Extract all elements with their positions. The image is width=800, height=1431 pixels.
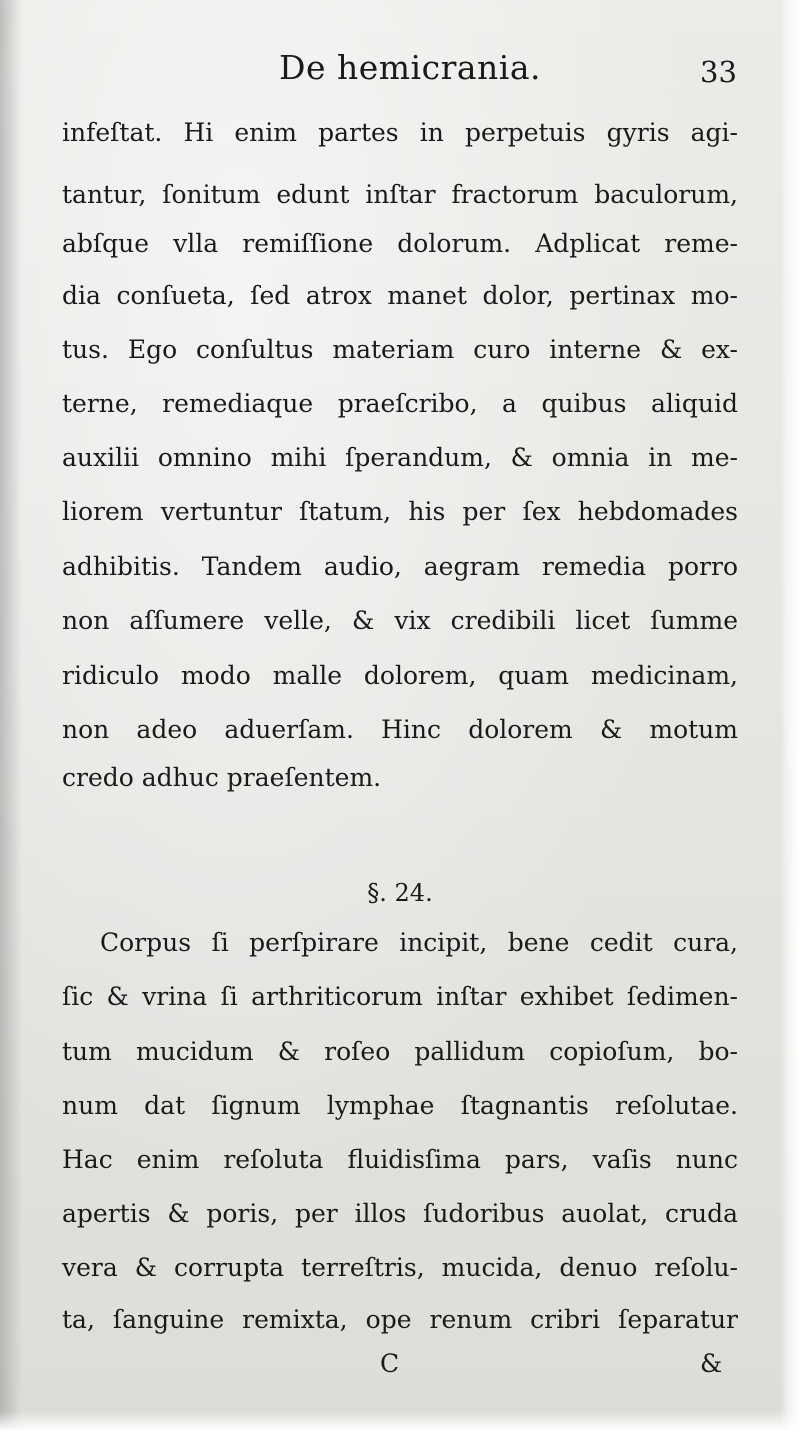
page-edge-bottom <box>0 1411 800 1431</box>
text-line: non aſſumere velle, & vix credibili licet ſumme <box>62 606 738 635</box>
text-line: ſic & vrina ſi arthriticorum inſtar exhibet ſedimen- <box>62 982 738 1011</box>
signature-mark: C <box>380 1349 400 1378</box>
text-line: num dat ſignum lymphae ſtagnantis reſolutae. <box>62 1091 738 1120</box>
text-line: adhibitis. Tandem audio, aegram remedia porro <box>62 552 738 581</box>
text-line: tantur, ſonitum edunt inſtar fractorum baculorum, <box>62 180 738 209</box>
text-line: abſque vlla remiſſione dolorum. Adplicat reme- <box>62 229 738 258</box>
page-edge-right <box>780 0 800 1431</box>
text-line: Hac enim reſoluta fluidisſima pars, vaſis nunc <box>62 1145 738 1174</box>
text-line: apertis & poris, per illos ſudoribus auolat, cruda <box>62 1199 738 1228</box>
text-line: auxilii omnino mihi ſperandum, & omnia in me- <box>62 443 738 472</box>
text-line: ridiculo modo malle dolorem, quam medicinam, <box>62 661 738 690</box>
text-line: credo adhuc praeſentem. <box>62 763 382 792</box>
text-line: tus. Ego conſultus materiam curo interne & ex- <box>62 335 738 364</box>
page-number: 33 <box>700 55 737 89</box>
text-line: infeſtat. Hi enim partes in perpetuis gyris agi- <box>62 118 738 147</box>
text-line: non adeo aduerſam. Hinc dolorem & motum <box>62 715 738 744</box>
text-line: tum mucidum & roſeo pallidum copioſum, bo- <box>62 1037 738 1066</box>
text-line: dia conſueta, ſed atrox manet dolor, pertinax mo- <box>62 281 738 310</box>
gutter-shadow <box>0 0 22 1431</box>
section-heading: §. 24. <box>367 879 433 907</box>
text-line: ta, ſanguine remixta, ope renum cribri ſeparatur <box>62 1305 738 1334</box>
text-line: liorem vertuntur ſtatum, his per ſex hebdomades <box>62 497 738 526</box>
text-line: vera & corrupta terreſtris, mucida, denuo reſolu- <box>62 1253 738 1282</box>
running-title: De hemicrania. <box>278 48 541 87</box>
text-line: Corpus ſi perſpirare incipit, bene cedit cura, <box>100 928 738 957</box>
catchword: & <box>700 1349 723 1378</box>
text-line: terne, remediaque praeſcribo, a quibus aliquid <box>62 389 738 418</box>
